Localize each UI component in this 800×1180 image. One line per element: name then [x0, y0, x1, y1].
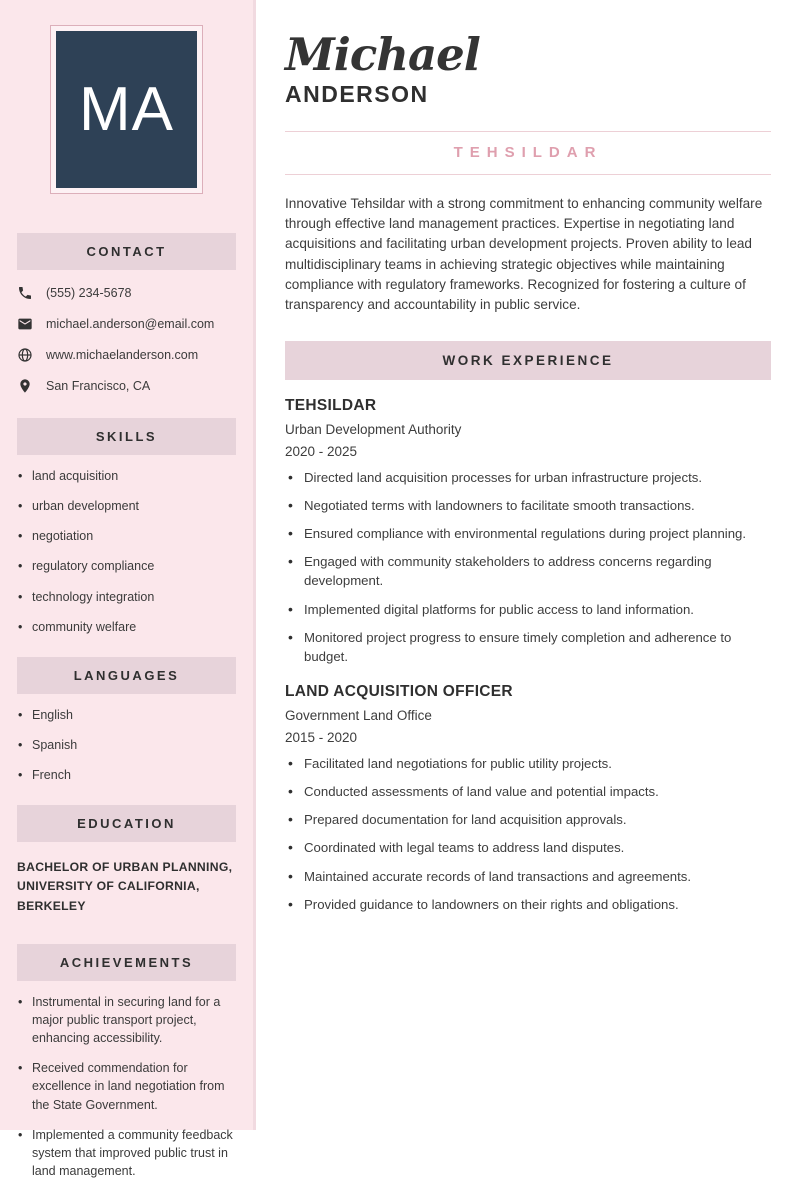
- contact-section-header: CONTACT: [17, 233, 236, 270]
- job-title: LAND ACQUISITION OFFICER: [285, 682, 513, 700]
- skill-item: • technology integration: [17, 588, 236, 606]
- work-experience-header: WORK EXPERIENCE: [285, 341, 771, 380]
- sidebar: [0, 0, 256, 1178]
- job-bullet: • Monitored project progress to ensure timely completion and adherence to budget.: [285, 628, 771, 666]
- contact-list: [17, 285, 236, 394]
- contact-phone-value: (555) 234-5678: [46, 286, 132, 300]
- job-dates: 2015 - 2020: [285, 729, 358, 745]
- languages-section-header: LANGUAGES: [17, 657, 236, 694]
- profile-summary: Innovative Tehsildar with a strong commitment to enhancing community welfare through effective land management practices. Expertise in negotiating land acquisitions and facilitating urban development projects. Proven ability to lead multidisciplinary teams in achieving strategic objectives while maintaining compliance with regulatory frameworks. Recognized for fostering a culture of transparency and accountability in public service.: [285, 195, 763, 313]
- contact-email-value: michael.anderson@email.com: [46, 317, 215, 331]
- job-bullet: • Ensured compliance with environmental regulations during project planning.: [285, 524, 771, 543]
- monogram-frame: [50, 25, 203, 194]
- job-company: Urban Development Authority: [285, 421, 462, 437]
- achievement-item: • Instrumental in securing land for a major public transport project, enhancing accessibility.: [17, 993, 236, 1047]
- job-bullet: • Facilitated land negotiations for public utility projects.: [285, 754, 771, 773]
- job-bullet: • Maintained accurate records of land transactions and agreements.: [285, 867, 771, 886]
- contact-item-phone: [17, 285, 236, 301]
- job-bullet: • Negotiated terms with landowners to facilitate smooth transactions.: [285, 496, 771, 515]
- job-dates: 2020 - 2025: [285, 443, 358, 459]
- education-section-header: EDUCATION: [17, 805, 236, 842]
- skills-section-header: SKILLS: [17, 418, 236, 455]
- job-entry: [285, 683, 771, 914]
- contact-item-website: [17, 347, 236, 363]
- job-company: Government Land Office: [285, 707, 432, 723]
- contact-item-email: [17, 316, 236, 332]
- globe-icon: [17, 347, 33, 363]
- skill-item: • urban development: [17, 497, 236, 515]
- achievement-item: • Implemented a community feedback system that improved public trust in land management.: [17, 1126, 236, 1180]
- contact-website-value: www.michaelanderson.com: [46, 348, 199, 362]
- job-heading-block: [285, 131, 771, 175]
- phone-icon: [17, 285, 33, 301]
- job-bullet: • Directed land acquisition processes for urban infrastructure projects.: [285, 468, 771, 487]
- job-bullet: • Coordinated with legal teams to address land disputes.: [285, 838, 771, 857]
- skill-item: • community welfare: [17, 618, 236, 636]
- achievements-section-header: ACHIEVEMENTS: [17, 944, 236, 981]
- location-icon: [17, 378, 33, 394]
- first-name: Michael: [285, 28, 480, 81]
- skills-list: [17, 467, 236, 636]
- job-bullet: • Implemented digital platforms for public access to land information.: [285, 600, 771, 619]
- job-bullet-list: [285, 754, 771, 914]
- job-title: TEHSILDAR: [285, 396, 377, 414]
- monogram-initials: MA: [79, 74, 174, 144]
- job-entry: [285, 397, 771, 666]
- skill-item: • land acquisition: [17, 467, 236, 485]
- job-heading: TEHSILDAR: [453, 143, 603, 161]
- language-item: • English: [17, 706, 236, 724]
- email-icon: [17, 316, 33, 332]
- job-bullet: • Provided guidance to landowners on their rights and obligations.: [285, 895, 771, 914]
- achievement-item: • Received commendation for excellence in land negotiation from the State Government.: [17, 1059, 236, 1113]
- skill-item: • negotiation: [17, 527, 236, 545]
- contact-location-value: San Francisco, CA: [46, 379, 151, 393]
- languages-list: [17, 706, 236, 784]
- job-bullet: • Engaged with community stakeholders to address concerns regarding development.: [285, 552, 771, 590]
- job-bullet-list: [285, 468, 771, 666]
- contact-item-location: [17, 378, 236, 394]
- education-degree: BACHELOR OF URBAN PLANNING, UNIVERSITY OF CALIFORNIA, BERKELEY: [17, 860, 233, 913]
- language-item: • Spanish: [17, 736, 236, 754]
- language-item: • French: [17, 766, 236, 784]
- achievements-list: [17, 993, 236, 1180]
- skill-item: • regulatory compliance: [17, 557, 236, 575]
- job-bullet: • Conducted assessments of land value and potential impacts.: [285, 782, 771, 801]
- monogram-box: [56, 31, 197, 188]
- last-name: ANDERSON: [285, 80, 429, 107]
- main-content: [285, 0, 771, 1130]
- job-bullet: • Prepared documentation for land acquisition approvals.: [285, 810, 771, 829]
